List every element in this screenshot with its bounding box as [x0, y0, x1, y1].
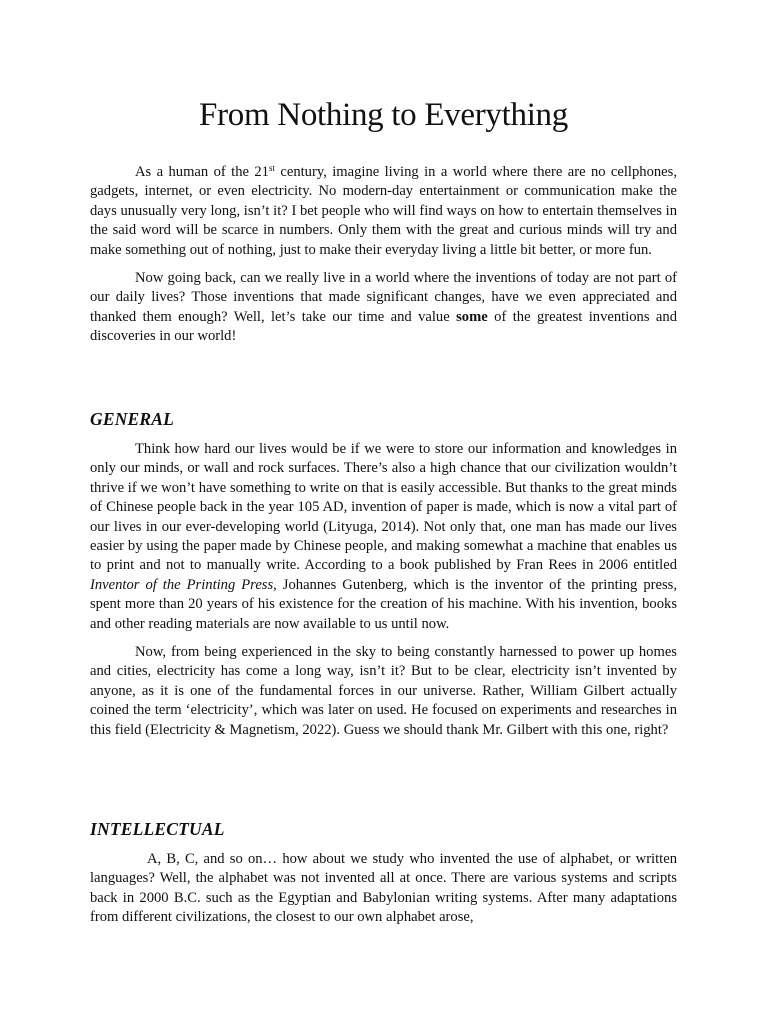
general-p1-text-b: , Johannes Gutenberg, which is the inventor of the printing press, spent more than 20 years of his existence for the creation of his machine. With his invention, books and other reading materials are now available to us until now. [90, 576, 677, 632]
intro-p1-text-b: century, imagine living in a world where there are no cellphones, gadgets, internet, or even electricity. No modern-day entertainment or communication make the days unusually very long, isn’t it? I bet people who will find ways on how to entertain themselves in the said word will be scarce in numbers. Only them with the great and curious minds will try and make something out of nothing, just to make their everyday living a little bit better, or more fun. [90, 164, 677, 258]
intro-p2-text-b: of the greatest inventions and discoveries in our world! [90, 308, 678, 345]
ordinal-superscript: st [268, 163, 275, 173]
heading-general: GENERAL [90, 409, 175, 429]
intro-p2-bold: some [456, 308, 488, 325]
general-p1-text-a: Think how hard our lives would be if we were to store our information and knowledges in only our minds, or wall and rock surfaces. There’s also a high chance that our civilization wouldn’t thrive if we won’t have something to write on that is easily accessible. But thanks to the great minds of Chinese people back in the year 105 AD, invention of paper is made, which is now a vital part of our lives in our ever-developing world (Lityuga, 2014). Not only that, one man has made our lives easier by using the paper made by Chinese people, and making somewhat a machine that enables us to print and not to manually write. According to a book published by Fran Rees in 2006 entitled [90, 441, 677, 574]
heading-intellectual: INTELLECTUAL [90, 819, 225, 839]
page-title: From Nothing to Everything [199, 97, 568, 133]
book-title-italic: Inventor of the Printing Press [90, 576, 274, 593]
intellectual-paragraph-1: A, B, C, and so on… how about we study who invented the use of alphabet, or written languages? Well, the alphabet was not invented all at once. There are various systems and scripts back in 2000 B.C. such as the Egyptian and Babylonian writing systems. After many adaptations from different civilizations, the closest to our own alphabet arose, [90, 851, 677, 926]
intro-paragraph-1 [90, 163, 677, 260]
general-paragraph-1 [90, 440, 677, 634]
intro-paragraph-2 [90, 269, 677, 347]
intro-section [90, 163, 677, 347]
intro-p1-text-a: As a human of the 21 [135, 164, 269, 180]
intellectual-section [90, 850, 677, 928]
general-paragraph-2: Now, from being experienced in the sky to being constantly harnessed to power up homes and cities, electricity has come a long way, isn’t it? But to be clear, electricity isn’t invented by anyone, as it is one of the fundamental forces in our universe. Rather, William Gilbert actually coined the term ‘electricity’, which was later on used. He focused on experiments and researches in this field (Electricity & Magnetism, 2022). Guess we should thank Mr. Gilbert with this one, right? [90, 644, 677, 738]
intro-p2-text-a: Now going back, can we really live in a world where the inventions of today are not part of our daily lives? Those inventions that made significant changes, have we even appreciated and thanked them enough? Well, let’s take our time and value [90, 270, 677, 325]
general-section [90, 440, 677, 740]
